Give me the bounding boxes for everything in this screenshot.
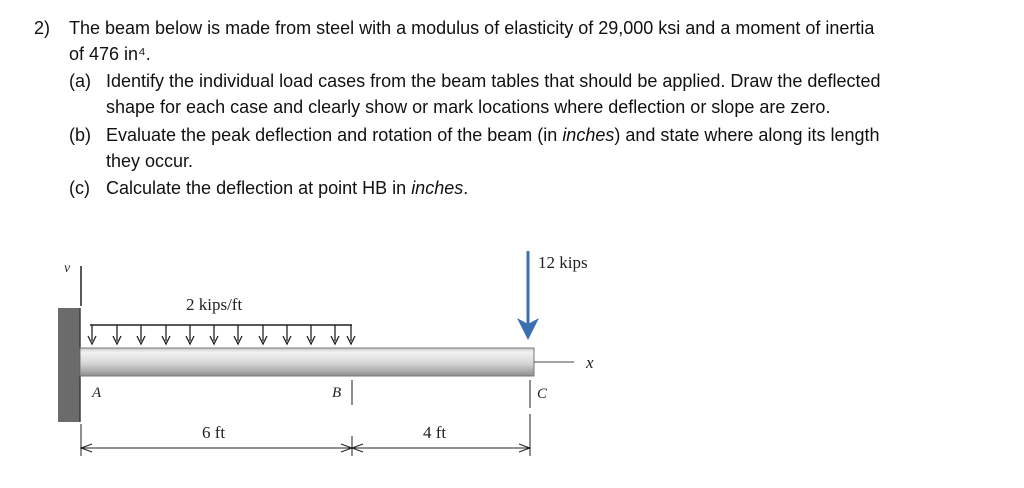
part-b-line-1-em: inches xyxy=(562,125,615,145)
v-axis-label: v xyxy=(64,261,71,276)
load-arrow xyxy=(113,325,121,344)
load-arrow xyxy=(210,325,218,344)
load-arrow xyxy=(347,325,355,344)
dimension-bc-label: 4 ft xyxy=(423,423,447,442)
part-b-line-1-post: ) and state where along its length xyxy=(614,125,880,145)
point-c-label: C xyxy=(537,386,548,402)
point-a-label: A xyxy=(92,385,102,401)
load-arrow xyxy=(137,325,145,344)
dimension-ab-label: 6 ft xyxy=(202,423,226,442)
point-load-label: 12 kips xyxy=(538,253,588,272)
part-c-em: inches xyxy=(411,178,464,198)
part-a-line-2: shape for each case and clearly show or mark locations where deflection or slope are zero. xyxy=(106,97,831,117)
load-arrow xyxy=(331,325,339,344)
point-b-label: B xyxy=(332,385,342,401)
intro-line-2: of 476 in⁴. xyxy=(69,44,151,64)
part-b-label: (b) xyxy=(69,125,91,145)
part-c-pre: Calculate the deflection at point HB in xyxy=(106,178,412,198)
load-arrow xyxy=(307,325,315,344)
load-arrow xyxy=(88,325,96,344)
fixed-wall xyxy=(58,308,80,422)
x-axis-label: x xyxy=(586,353,594,372)
part-a-label: (a) xyxy=(69,71,91,91)
point-load-arrow xyxy=(517,251,539,340)
load-arrow xyxy=(234,325,242,344)
load-arrow xyxy=(186,325,194,344)
intro-line-1: The beam below is made from steel with a modulus of elasticity of 29,000 ksi and a moment of inertia xyxy=(69,18,875,38)
beam xyxy=(80,348,534,376)
dimension-line xyxy=(81,444,530,452)
load-arrow xyxy=(259,325,267,344)
part-c-label: (c) xyxy=(69,178,90,198)
distributed-load-arrows xyxy=(88,325,355,344)
part-b-line-1-pre: Evaluate the peak deflection and rotation of the beam (in xyxy=(106,125,563,145)
part-a-line-1: Identify the individual load cases from the beam tables that should be applied. Draw the deflected xyxy=(106,71,881,91)
distributed-load-label: 2 kips/ft xyxy=(186,295,243,314)
part-b-line-2: they occur. xyxy=(106,151,194,171)
part-c-post: . xyxy=(463,178,469,198)
load-arrow xyxy=(283,325,291,344)
problem-number: 2) xyxy=(34,18,51,38)
load-arrow xyxy=(162,325,170,344)
